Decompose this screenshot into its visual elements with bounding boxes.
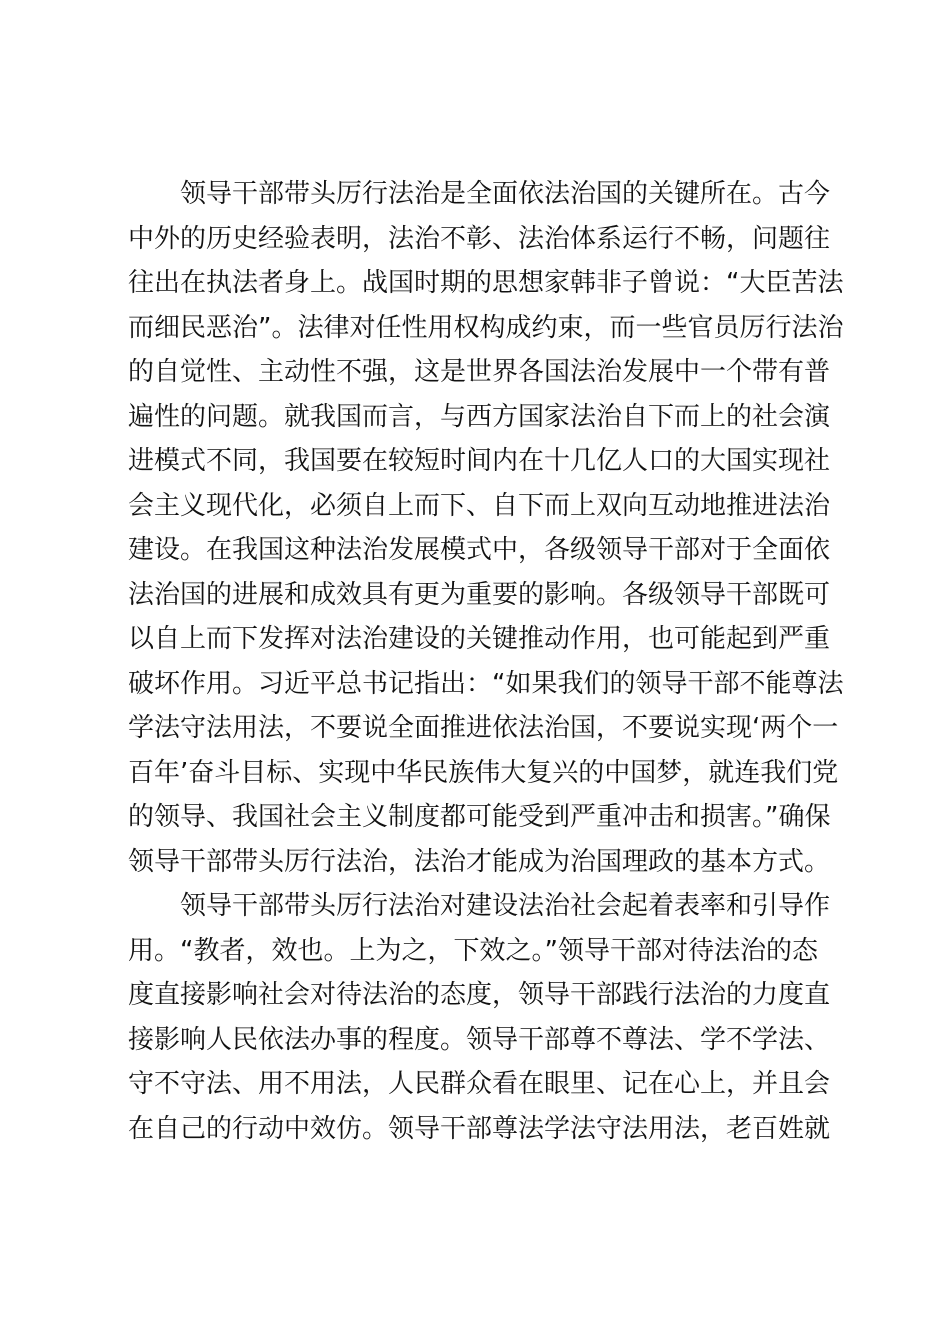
- paragraph-1-line-13: 学法守法用法，不要说全面推进依法治国，不要说实现‘两个一: [128, 713, 839, 743]
- paragraph-1-line-14: 百年’奋斗目标、实现中华民族伟大复兴的中国梦，就连我们党: [128, 757, 839, 788]
- paragraph-1-line-9: 建设。在我国这种法治发展模式中，各级领导干部对于全面依: [128, 535, 831, 565]
- paragraph-2-line-3: 度直接影响社会对待法治的态度，领导干部践行法治的力度直: [128, 980, 831, 1010]
- paragraph-1-line-11: 以自上而下发挥对法治建设的关键推动作用，也可能起到严重: [128, 624, 831, 654]
- paragraph-2-line-1: 领导干部带头厉行法治对建设法治社会起着表率和引导作: [180, 891, 831, 921]
- paragraph-1-line-7: 进模式不同，我国要在较短时间内在十几亿人口的大国实现社: [128, 446, 831, 476]
- body-text: [128, 172, 844, 1151]
- paragraph-1-line-10: 法治国的进展和成效具有更为重要的影响。各级领导干部既可: [128, 579, 831, 610]
- paragraph-1-line-16: 领导干部带头厉行法治，法治才能成为治国理政的基本方式。: [128, 846, 831, 877]
- paragraph-2-line-5: 守不守法、用不用法，人民群众看在眼里、记在心上，并且会: [128, 1069, 831, 1099]
- paragraph-1-line-4: 而细民恶治”。法律对任性用权构成约束，而一些官员厉行法治: [128, 312, 844, 343]
- paragraph-1-line-15: 的领导、我国社会主义制度都可能受到严重冲击和损害。”确保: [128, 802, 831, 832]
- paragraph-1-line-8: 会主义现代化，必须自上而下、自下而上双向互动地推进法治: [128, 490, 831, 521]
- paragraph-1-line-2: 中外的历史经验表明，法治不彰、法治体系运行不畅，问题往: [128, 223, 831, 254]
- paragraph-1-line-5: 的自觉性、主动性不强，这是世界各国法治发展中一个带有普: [128, 357, 831, 387]
- paragraph-1-line-6: 遍性的问题。就我国而言，与西方国家法治自下而上的社会演: [128, 401, 831, 432]
- paragraph-1-line-12: 破坏作用。习近平总书记指出：“如果我们的领导干部不能尊法: [128, 668, 844, 699]
- paragraph-2-line-6: 在自己的行动中效仿。领导干部尊法学法守法用法，老百姓就: [128, 1113, 831, 1144]
- paragraph-1-line-1: 领导干部带头厉行法治是全面依法治国的关键所在。古今: [180, 179, 831, 209]
- paragraph-2-line-2: 用。“教者，效也。上为之，下效之。”领导干部对待法治的态: [128, 935, 818, 966]
- paragraph-1-line-3: 往出在执法者身上。战国时期的思想家韩非子曾说：“大臣苦法: [128, 268, 844, 298]
- paragraph-2-line-4: 接影响人民依法办事的程度。领导干部尊不尊法、学不学法、: [128, 1024, 831, 1055]
